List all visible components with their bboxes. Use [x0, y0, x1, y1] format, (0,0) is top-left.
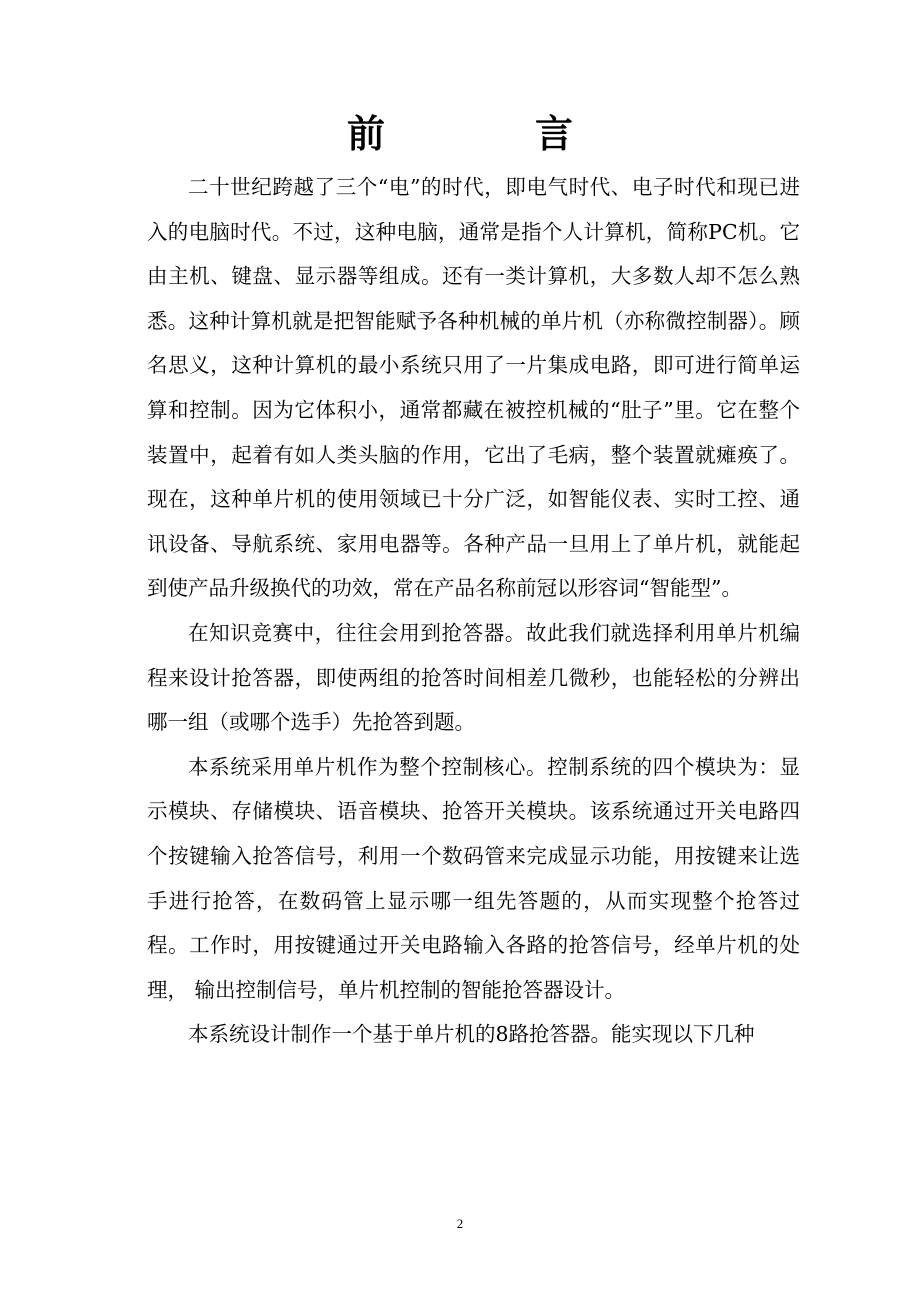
paragraph-competition: 在知识竞赛中，往往会用到抢答器。故此我们就选择利用单片机编程来设计抢答器，即使两组的抢答时间相差几微秒，也能轻松的分辨出哪一组（或哪个选手）先抢答到题。: [147, 620, 800, 735]
paragraph-system-overview: 本系统采用单片机作为整个控制核心。控制系统的四个模块为：显示模块、存储模块、语音模块、抢答开关模块。该系统通过开关电路四个按键输入抢答信号，利用一个数码管来完成显示功能，用按键来让选手进行抢答，在数码管上显示哪一组先答题的，从而实现整个抢答过程。工作时，用按键通过开关电路输入各路的抢答信号，经单片机的处理， 输出控制信号，单片机控制的智能抢答器设计。: [147, 754, 800, 1002]
page-number: 2: [456, 1216, 464, 1231]
body-text: [147, 165, 800, 1057]
paragraph-design-goal: 本系统设计制作一个基于单片机的8路抢答器。能实现以下几种: [188, 1022, 755, 1047]
paragraph-intro: 二十世纪跨越了三个“电”的时代，即电气时代、电子时代和现已进入的电脑时代。不过，这种电脑，通常是指个人计算机，简称PC机。它由主机、键盘、显示器等组成。还有一类计算机，大多数人却不怎么熟悉。这种计算机就是把智能赋予各种机械的单片机（亦称微控制器）。顾名思义，这种计算机的最小系统只用了一片集成电路，即可进行简单运算和控制。因为它体积小，通常都藏在被控机械的“肚子”里。它在整个装置中，起着有如人类头脑的作用，它出了毛病，整个装置就瘫痪了。现在，这种单片机的使用领域已十分广泛，如智能仪表、实时工控、通讯设备、导航系统、家用电器等。各种产品一旦用上了单片机，就能起到使产品升级换代的功效，常在产品名称前冠以形容词“智能型”。: [147, 175, 800, 601]
page-title: 前 言: [346, 111, 629, 156]
